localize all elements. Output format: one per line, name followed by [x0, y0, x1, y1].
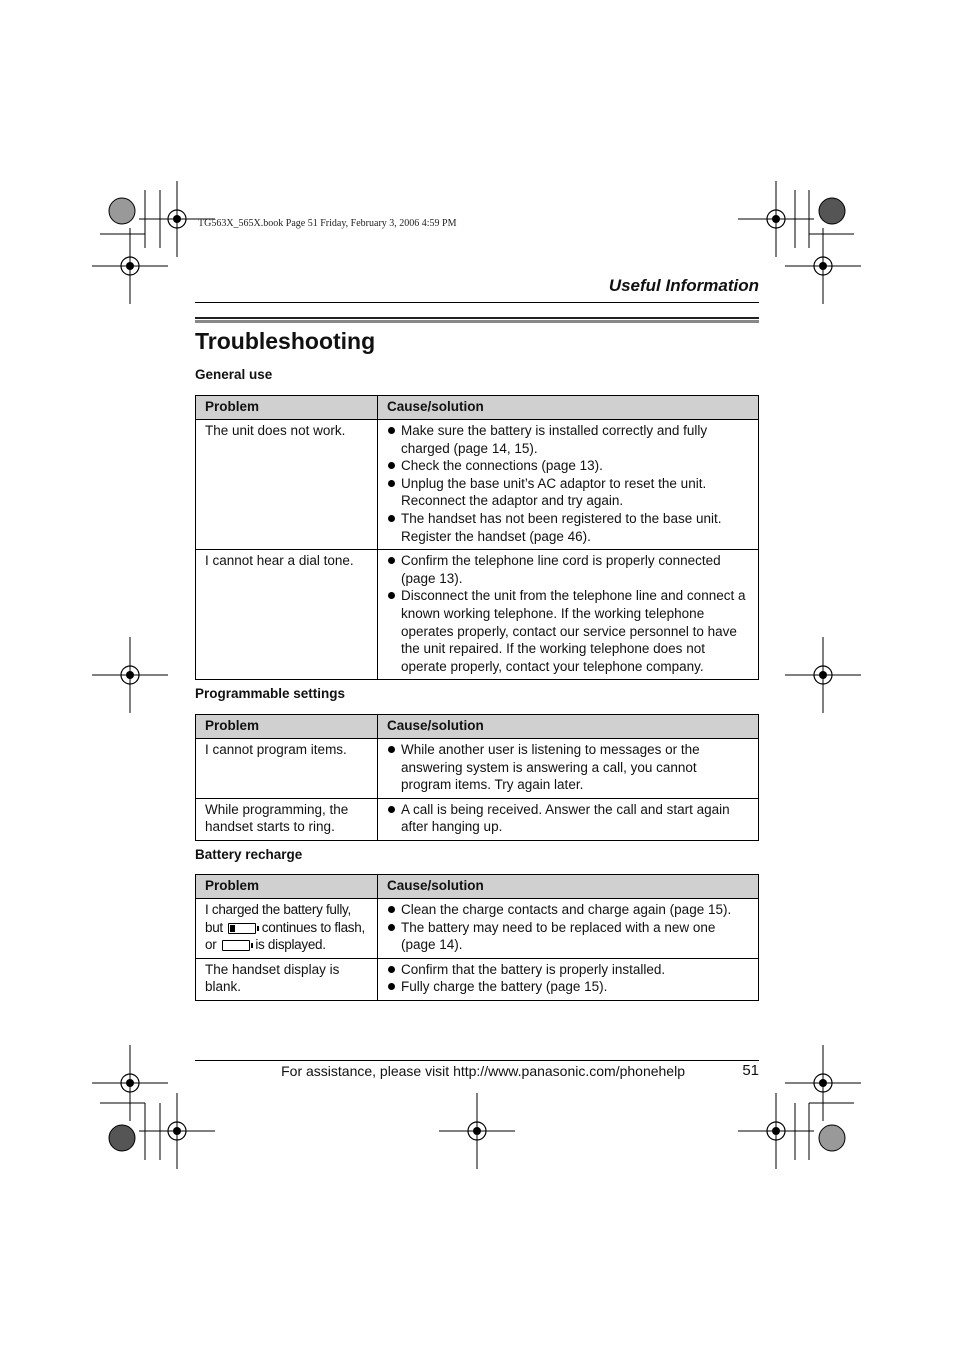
solution-item: Make sure the battery is installed correctly and fully charged (page 14, 15). [387, 422, 750, 457]
problem-cell [196, 899, 378, 959]
table-header-row [196, 396, 759, 420]
solution-item: Check the connections (page 13). [387, 457, 750, 475]
solution-item: Confirm the telephone line cord is properly connected (page 13). [387, 552, 750, 587]
problem-cell: The handset display is blank. [196, 958, 378, 1000]
battery-recharge-heading: Battery recharge [195, 847, 303, 862]
programmable-settings-heading: Programmable settings [195, 686, 346, 701]
problem-cell: I cannot program items. [196, 739, 378, 799]
problem-text: I charged the battery fully, but [205, 902, 351, 935]
solution-item: Clean the charge contacts and charge again (page 15). [387, 901, 750, 919]
problem-cell: While programming, the handset starts to ring. [196, 798, 378, 840]
table-row [196, 958, 759, 1000]
general-use-table [195, 395, 759, 680]
solution-item: A call is being received. Answer the call and start again after hanging up. [387, 801, 750, 836]
solution-item: Unplug the base unit’s AC adaptor to reset the unit. Reconnect the adaptor and try again. [387, 475, 750, 510]
page-title: Troubleshooting [195, 328, 376, 354]
battery-recharge-table [195, 874, 759, 1001]
solution-item: The handset has not been registered to the base unit. Register the handset (page 46). [387, 510, 750, 545]
problem-text: continues to flash, or [205, 919, 365, 953]
table-row [196, 739, 759, 799]
problem-text: is displayed. [255, 937, 326, 953]
table-row [196, 899, 759, 959]
problem-column-header: Problem [196, 715, 378, 739]
header-rule [195, 302, 759, 303]
footer-rule [195, 1060, 759, 1061]
solution-cell [378, 550, 759, 680]
title-rule [195, 317, 759, 323]
solution-cell [378, 420, 759, 550]
table-row [196, 420, 759, 550]
solution-cell [378, 958, 759, 1000]
print-info: TG563X_565X.book Page 51 Friday, February 3, 2006 4:59 PM [198, 218, 457, 229]
general-use-heading: General use [195, 367, 273, 382]
cause-column-header: Cause/solution [378, 396, 759, 420]
battery-empty-icon [222, 940, 250, 951]
problem-column-header: Problem [196, 396, 378, 420]
solution-item: While another user is listening to messages or the answering system is answering a call, you cannot program items. Try again later. [387, 741, 750, 794]
section-header: Useful Information [608, 276, 759, 295]
problem-column-header: Problem [196, 875, 378, 899]
battery-low-icon [228, 923, 256, 934]
page-number: 51 [742, 1062, 759, 1079]
solution-cell [378, 739, 759, 799]
table-row [196, 798, 759, 840]
solution-item: Confirm that the battery is properly installed. [387, 961, 750, 979]
solution-item: Fully charge the battery (page 15). [387, 978, 750, 996]
solution-cell [378, 899, 759, 959]
table-row [196, 550, 759, 680]
footer-help-text: For assistance, please visit http://www.panasonic.com/phonehelp [281, 1063, 685, 1079]
problem-cell: The unit does not work. [196, 420, 378, 550]
problem-cell: I cannot hear a dial tone. [196, 550, 378, 680]
solution-cell [378, 798, 759, 840]
table-header-row [196, 875, 759, 899]
table-header-row [196, 715, 759, 739]
cause-column-header: Cause/solution [378, 875, 759, 899]
programmable-settings-table [195, 714, 759, 841]
solution-item: The battery may need to be replaced with a new one (page 14). [387, 919, 750, 954]
solution-item: Disconnect the unit from the telephone line and connect a known working telephone. If the working telephone operates properly, contact our service personnel to have the unit repaired. If the working telephone does not operate properly, contact your telephone company. [387, 587, 750, 675]
cause-column-header: Cause/solution [378, 715, 759, 739]
